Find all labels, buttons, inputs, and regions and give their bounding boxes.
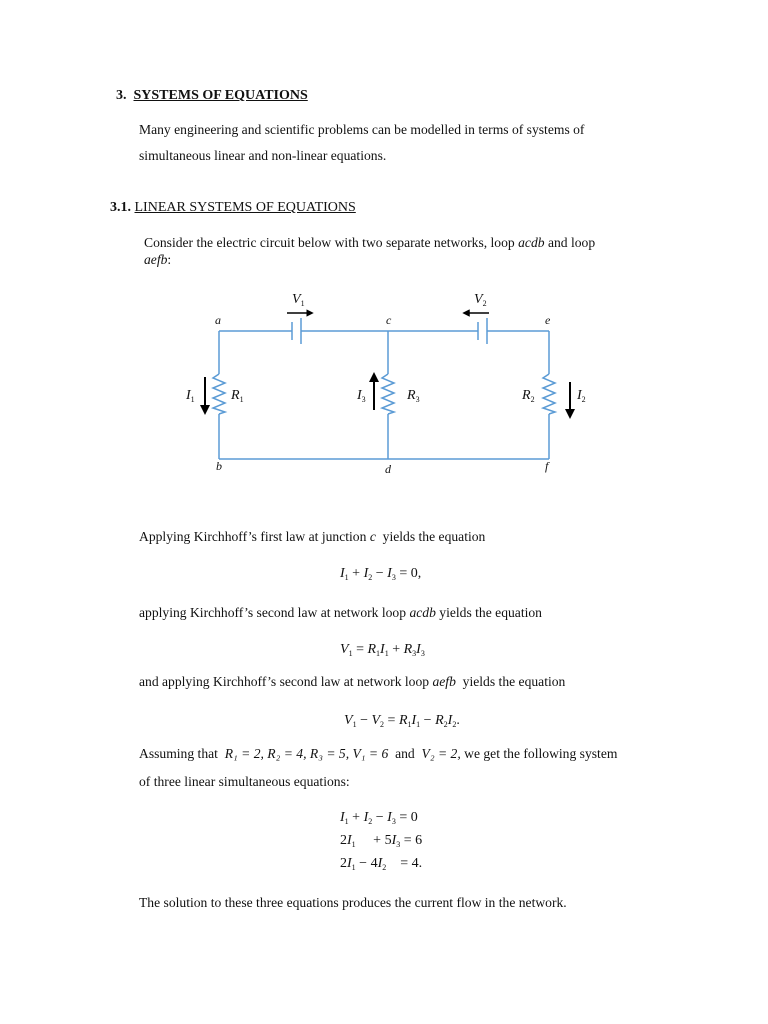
node-e: e bbox=[545, 313, 551, 327]
node-f: f bbox=[545, 459, 549, 473]
circuit-intro-colon: : bbox=[167, 252, 172, 267]
assume-values: R₁ = 2, R₂ = 4, R₃ = 5, V₁ = 6 bbox=[224, 746, 389, 761]
label-r2: $R_2$ bbox=[522, 388, 535, 404]
kirchhoff1-tail: yields the equation bbox=[382, 529, 486, 544]
section-title: SYSTEMS OF EQUATIONS bbox=[133, 88, 308, 103]
intro-line-2: simultaneous linear and non-linear equations. bbox=[139, 148, 387, 163]
node-d: d bbox=[385, 462, 391, 476]
circuit-wires bbox=[213, 318, 555, 459]
assume-and: and bbox=[395, 746, 415, 761]
system-row-3: $2I_1 - 4I_2$ = 4. bbox=[340, 856, 423, 872]
loop-aefb: aefb bbox=[144, 252, 168, 267]
intro-line-1: Many engineering and scientific problems can be modelled in terms of systems of bbox=[139, 122, 585, 137]
kirchhoff2-text: applying Kirchhoff’s second law at network loop bbox=[139, 605, 407, 620]
assume-tail: we get the following system bbox=[464, 746, 618, 761]
kirchhoff-second-law-aefb bbox=[139, 674, 565, 690]
junction-c: c bbox=[369, 529, 376, 544]
label-i1: $I_1$ bbox=[186, 388, 195, 404]
equation-1: $I_1 + I_2 - I_3 = 0$, bbox=[340, 566, 422, 582]
equation-1-rhs: = 0, bbox=[399, 566, 422, 581]
node-a: a bbox=[215, 313, 221, 327]
node-b: b bbox=[216, 459, 222, 473]
resistor-r3-symbol bbox=[382, 374, 394, 414]
system-row-1-rhs: = 0 bbox=[399, 810, 418, 825]
kirchhoff3-text: and applying Kirchhoff’s second law at network loop bbox=[139, 674, 430, 689]
closing-sentence: The solution to these three equations produces the current flow in the network. bbox=[139, 895, 567, 910]
kirchhoff3-tail: yields the equation bbox=[462, 674, 566, 689]
assumption-line-2: of three linear simultaneous equations: bbox=[139, 774, 350, 789]
node-c: c bbox=[386, 313, 392, 327]
equation-3: $V_1 - V_2 = R_1I_1 - R_2I_2$. bbox=[344, 713, 460, 729]
label-r1: $R_1$ bbox=[231, 388, 244, 404]
label-i2: $I_2$ bbox=[577, 388, 586, 404]
kirchhoff1-text: Applying Kirchhoff’s first law at junction bbox=[139, 529, 367, 544]
kirchhoff2-loop: acdb bbox=[409, 605, 436, 620]
label-r3: $R_3$ bbox=[407, 388, 420, 404]
subsection-title: LINEAR SYSTEMS OF EQUATIONS bbox=[134, 200, 356, 215]
equation-2: $V_1 = R_1I_1 + R_3I_3$ bbox=[340, 642, 425, 658]
section-number: 3. bbox=[116, 88, 127, 103]
label-v2: $V_2$ bbox=[474, 292, 487, 308]
system-row-2-rhs: = 6 bbox=[403, 833, 423, 848]
circuit-intro-and-loop: and loop bbox=[547, 235, 596, 250]
kirchhoff3-loop: aefb bbox=[432, 674, 456, 689]
system-row-2: $2I_1$ + $5I_3 = 6$ bbox=[340, 833, 423, 849]
loop-acdb: acdb bbox=[518, 235, 545, 250]
subsection-number: 3.1. bbox=[110, 200, 131, 215]
kirchhoff-second-law-acdb bbox=[139, 605, 542, 621]
kirchhoff-first-law bbox=[139, 529, 485, 545]
circuit-intro-text: Consider the electric circuit below with two separate networks, loop bbox=[144, 235, 515, 250]
resistor-r1-symbol bbox=[213, 374, 225, 414]
label-i3: $I_3$ bbox=[357, 388, 366, 404]
system-row-1: $I_1 + I_2 - I_3 = 0$ bbox=[340, 810, 418, 826]
assumption-line-1 bbox=[139, 746, 617, 762]
label-v1: $V_1$ bbox=[292, 292, 305, 308]
assume-lead: Assuming that bbox=[139, 746, 218, 761]
system-row-3-rhs: = 4. bbox=[400, 856, 423, 871]
resistor-r2-symbol bbox=[543, 374, 555, 414]
assume-v2: V₂ = 2, bbox=[421, 746, 461, 761]
kirchhoff2-tail: yields the equation bbox=[439, 605, 542, 620]
